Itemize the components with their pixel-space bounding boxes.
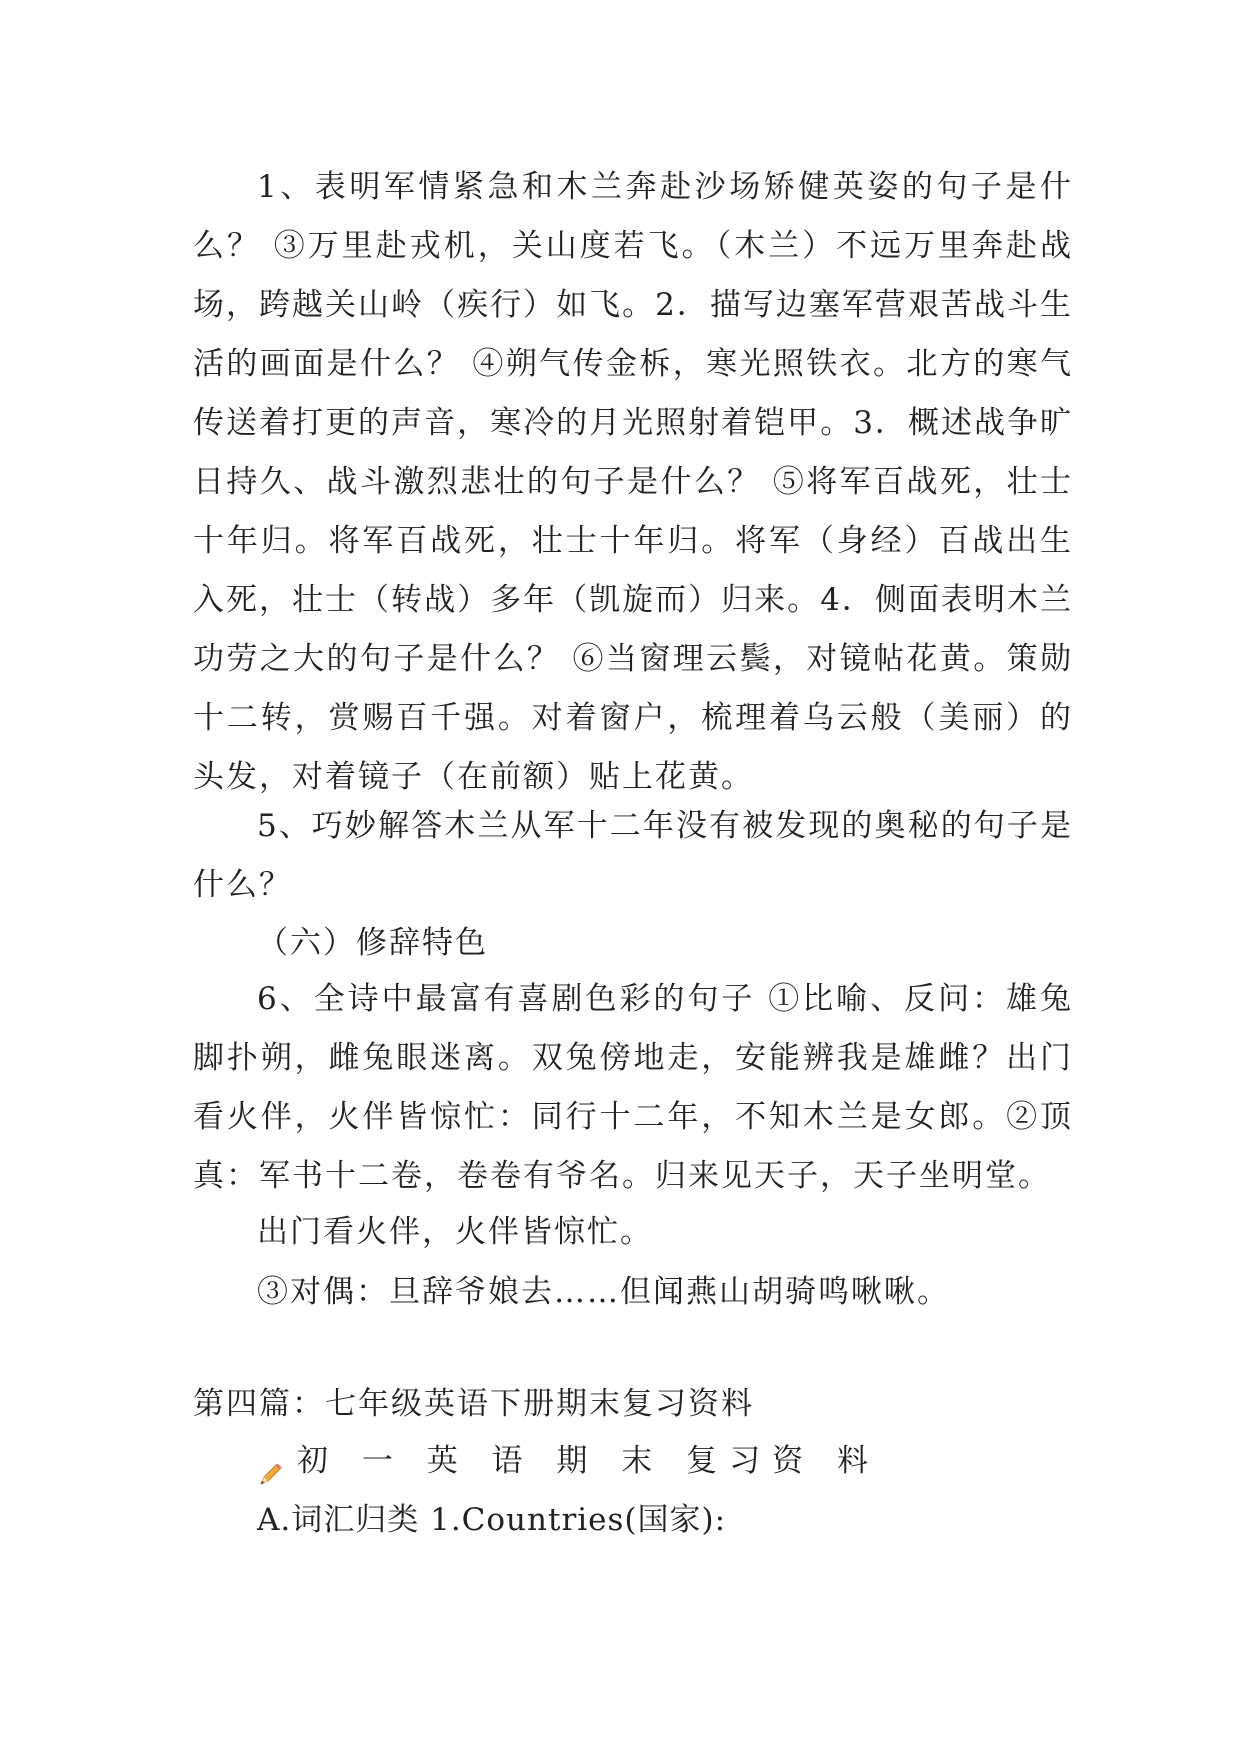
paragraph-antithesis — [193, 1263, 1073, 1322]
subtitle-text: 初 一 英 语 期 末 复习资 料 — [297, 1443, 880, 1479]
pencil-icon — [257, 1449, 283, 1475]
paragraph-text: 5、巧妙解答木兰从军十二年没有被发现的奥秘的句子是什么？ — [193, 808, 1073, 903]
paragraph-question-5 — [193, 797, 1073, 915]
subtitle-line — [257, 1432, 880, 1491]
paragraph-text: ③对偶：旦辞爷娘去……但闻燕山胡骑鸣啾啾。 — [257, 1274, 950, 1310]
pencil-icon-graphic — [257, 1462, 283, 1488]
paragraph-text: 6、全诗中最富有喜剧色彩的句子 ①比喻、反问：雄兔脚扑朔，雌兔眼迷离。双兔傍地走，安能辨我是雄雌？出门看火伴，火伴皆惊忙：同行十二年，不知木兰是女郎。②顶真：军书十二卷，卷卷有爷名。归来见天子，天子坐明堂。 — [193, 981, 1073, 1194]
vocab-category-line: A.词汇归类 1.Countries(国家): — [257, 1502, 727, 1538]
section-title: 第四篇：七年级英语下册期末复习资料 — [193, 1386, 754, 1422]
section-heading-rhetoric — [193, 914, 1073, 973]
paragraph-text: 1、表明军情紧急和木兰奔赴沙场矫健英姿的句子是什么？ ③万里赴戎机，关山度若飞。（木兰）不远万里奔赴战场，跨越关山岭（疾行）如飞。2．描写边塞军营艰苦战斗生活的画面是什么？ ④朔气传金柝，寒光照铁衣。北方的寒气传送着打更的声音，寒冷的月光照射着铠甲。3．概述战争旷日持久、战斗激烈悲壮的句子是什么？ ⑤将军百战死，壮士十年归。将军百战死，壮士十年归。将军（身经）百战出生入死，壮士（转战）多年（凯旋而）归来。4．侧面表明木兰功劳之大的句子是什么？ ⑥当窗理云鬓，对镜帖花黄。策勋十二转，赏赐百千强。对着窗户，梳理着乌云般（美丽）的头发，对着镜子（在前额）贴上花黄。 — [193, 169, 1073, 795]
paragraph-text: （六）修辞特色 — [257, 925, 488, 961]
paragraph-question-6 — [193, 970, 1073, 1206]
paragraph-quote-line — [193, 1203, 1073, 1262]
paragraph-text: 出门看火伴，火伴皆惊忙。 — [257, 1214, 653, 1250]
paragraph-answers-1-4 — [193, 158, 1073, 807]
